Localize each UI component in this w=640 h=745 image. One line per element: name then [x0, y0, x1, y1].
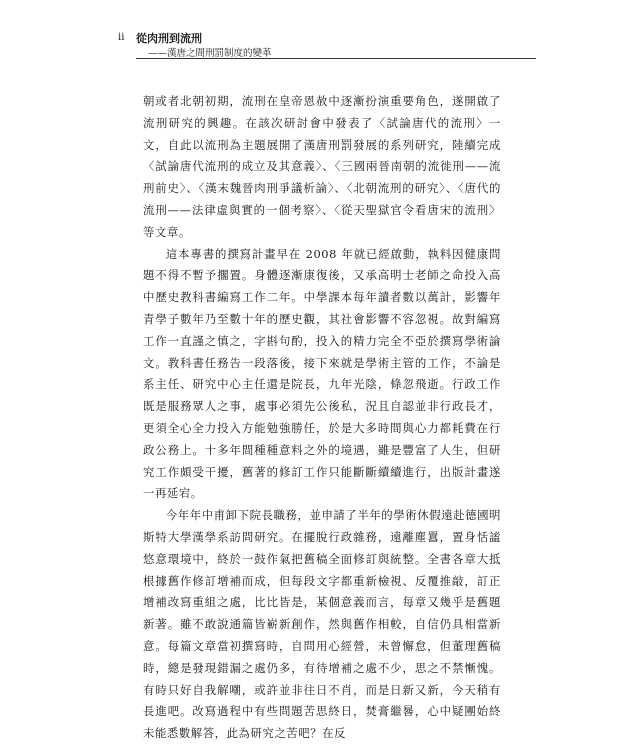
running-subtitle: ——漢唐之間刑罰制度的變革 — [148, 48, 272, 59]
page-number: ii — [118, 32, 125, 43]
paragraph: 今年年中甫卸下院長職務，並申請了半年的學術休假遠赴德國明斯特大學漢學系訪問研究。在擺脫行政雜務，遠離塵囂，置身恬謐悠意環境中，終於一鼓作氣把舊稿全面修訂與統整。全書各章大抵根據舊作修訂增補而成，但每段文字都重新檢視、反覆推敲，訂正增補改寫重組之處，比比皆是，某個意義而言，每章又幾乎是舊題新著。雖不敢說通篇皆嶄新創作，然與舊作相較，自信仍具相當新意。每篇文章當初撰寫時，自問用心經營，未曾懈怠，但董理舊稿時，總是發現錯漏之處仍多，有待增補之處不少，思之不禁慚愧。有時只好自我解嘲，或許並非往日不肖，而是日新又新，今天稍有長進吧。改寫過程中有些問題苦思終日，焚膏繼晷，心中疑團始終未能悉數解答，此為研究之苦吧？在反 — [143, 508, 501, 741]
header-rule — [136, 58, 536, 59]
running-title: 從肉刑到流刑 — [136, 32, 202, 45]
paragraph: 朝或者北朝初期，流刑在皇帝恩赦中逐漸扮演重要角色，遂開啟了流刑研究的興趣。在該次研討會中發表了〈試論唐代的流刑〉一文，自此以流刑為主題展開了漢唐刑罰發展的系列研究，陸續完成〈試論唐代流刑的成立及其意義〉、〈三國兩晉南朝的流徙刑——流刑前史〉、〈漢末魏晉肉刑爭議析論〉、〈北朝流刑的研究〉、〈唐代的流刑——法律虛與實的一個考察〉、〈從天聖獄官令看唐宋的流刑〉等文章。 — [143, 94, 501, 239]
body-text — [143, 91, 501, 745]
paragraph: 這本專書的撰寫計畫早在 2008 年就已經啟動，執料因健康問題不得不暫予擱置。身體逐漸康復後，又承高明士老師之命投入高中歷史教科書編寫工作二年。中學課本每年讀者數以萬計，影響年青學子數年乃至數十年的歷史觀，其社會影響不容忽視。故對編寫工作一直謹之慎之，字斟句酌，投入的精力完全不亞於撰寫學術論文。教科書任務告一段落後，接下來就是學術主管的工作，不論是系主任、研究中心主任還是院長，九年光陰，條忽飛逝。行政工作既是服務眾人之事，處事必須先公後私，況且自認並非行政長才，更須全心全力投入方能勉強勝任，於是大多時間與心力都耗費在行政公務上。十多年間種種意料之外的境遇，雖是豐富了人生，但研究工作頗受干擾，舊著的修訂工作只能斷斷續續進行，出版計畫遂一再延宕。 — [143, 246, 501, 501]
